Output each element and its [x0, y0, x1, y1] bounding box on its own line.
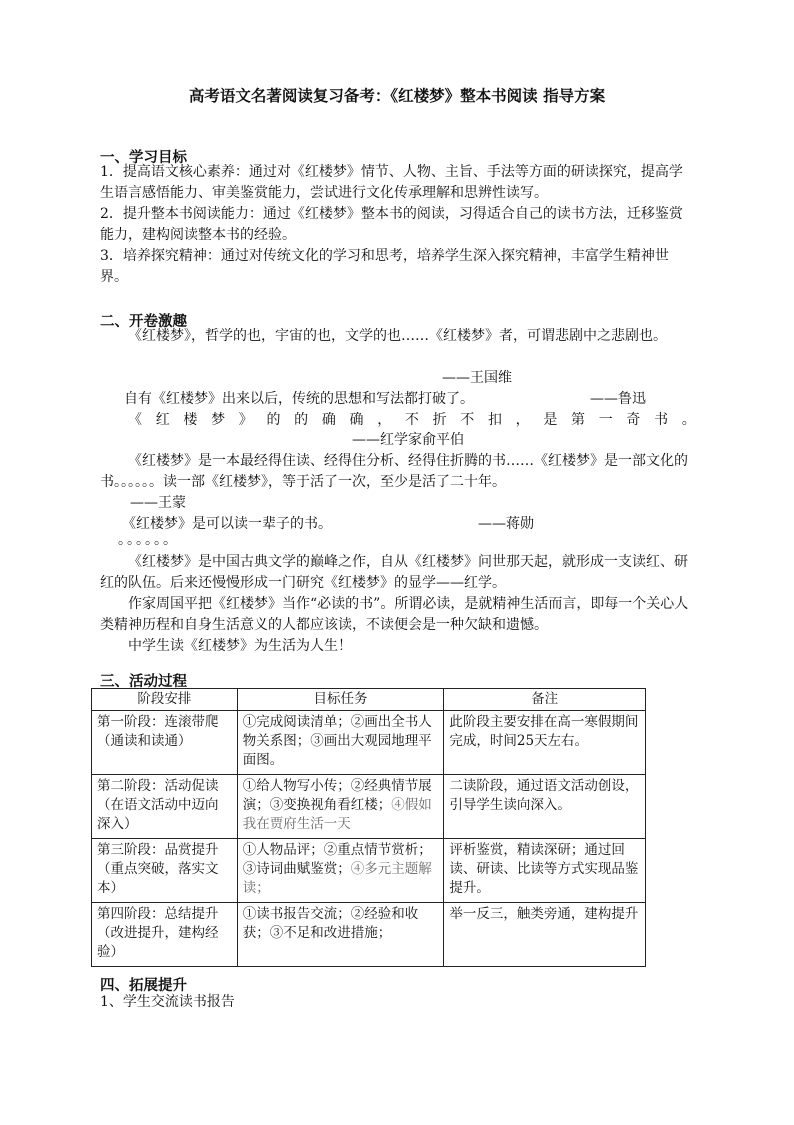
quote-char: 楼 — [183, 412, 198, 428]
ellipsis-line: 。。。。。。 — [118, 532, 179, 548]
intro-paragraph-3: 中学生读《红楼梦》为生活为人生！ — [128, 638, 352, 654]
quote-char: 确 — [349, 412, 364, 428]
task-cell — [237, 775, 444, 839]
quote-char: ， — [515, 412, 530, 428]
column-header: 阶段安排 — [92, 689, 238, 711]
quote-char: 书 — [654, 412, 669, 428]
task-text: ①完成阅读清单；②画出全书人物关系图；③画出大观园地理平面图。 — [242, 714, 432, 768]
quote-author-yu-pingbo: ——红学家俞平伯 — [352, 432, 464, 448]
quote-char: 的 — [266, 412, 281, 428]
task-text-grey: ④假如我在贾府生活一天 — [242, 797, 432, 832]
activity-table — [91, 688, 646, 967]
stage-cell: 第二阶段：活动促读（在语文活动中迈向深入） — [92, 775, 238, 839]
extension-item-1: 1、学生交流读书报告 — [100, 994, 235, 1010]
note-cell: 此阶段主要安排在高一寒假期间完成，时间25天左右。 — [444, 711, 646, 775]
task-text: ①人物品评；②重点情节赏析；③诗词曲赋鉴赏； — [242, 842, 432, 877]
goal-2: 2．提升整本书阅读能力：通过《红楼梦》整本书的阅读，习得适合自己的读书方法，迁移鉴赏能力，建构阅读整本书的经验。 — [100, 206, 683, 243]
column-header: 备注 — [444, 689, 646, 711]
quote-char: 不 — [404, 412, 419, 428]
goal-3: 3．培养探究精神：通过对传统文化的学习和思考，培养学生深入探究精神，丰富学生精神世界。 — [100, 248, 669, 285]
note-cell: 评析鉴赏，精读深研；通过回读、研读、比读等方式实现品鉴提升。 — [444, 839, 646, 903]
quote-char: 折 — [432, 412, 447, 428]
quote-char: 梦 — [211, 412, 226, 428]
quote-author-lu-xun: ——鲁迅 — [590, 391, 646, 407]
quote-char: ， — [377, 412, 392, 428]
stage-cell: 第一阶段：连滚带爬（通读和读通） — [92, 711, 238, 775]
column-header: 目标任务 — [237, 689, 444, 711]
table-header-row — [92, 689, 646, 711]
quote-char: 不 — [460, 412, 475, 428]
note-cell: 二读阶段，通过语文活动创设，引导学生读向深入。 — [444, 775, 646, 839]
quote-char: 《 — [128, 412, 142, 428]
goal-1: 1．提高语文核心素养：通过对《红楼梦》情节、人物、主旨、手法等方面的研读探究，提高学生语言感悟能力、审美鉴赏能力，尝试进行文化传承理解和思辨性读写。 — [100, 164, 683, 201]
section-heading-activities: 三、活动过程 — [100, 674, 187, 690]
quote-char: 是 — [543, 412, 558, 428]
section-heading-intro: 二、开卷激趣 — [100, 314, 187, 330]
quote-author-wang-meng: ——王蒙 — [130, 495, 186, 511]
table-row — [92, 839, 646, 903]
quote-wang-meng: 《红楼梦》是一本最经得住读、经得住分析、经得住折腾的书……《红楼梦》是一部文化的书。。。。。。读一部《红楼梦》，等于活了一次，至少是活了二十年。 — [100, 453, 688, 490]
task-text: ①给人物写小传；②经典情节展演；③变换视角看红楼； — [242, 778, 432, 813]
stage-cell: 第三阶段：品赏提升（重点突破，落实文本） — [92, 839, 238, 903]
quote-char: 的 — [294, 412, 309, 428]
table-row — [92, 775, 646, 839]
quote-char: 》 — [238, 412, 253, 428]
section-heading-goals: 一、学习目标 — [100, 150, 187, 166]
task-cell — [237, 903, 444, 967]
table-row — [92, 903, 646, 967]
quote-char: 一 — [598, 412, 613, 428]
quote-char: 第 — [571, 412, 585, 428]
quote-char: 奇 — [626, 412, 641, 428]
quote-char: 扣 — [487, 412, 502, 428]
task-text-grey: ④多元主题解读； — [242, 861, 432, 896]
table-row — [92, 711, 646, 775]
quote-lu-xun: 自有《红楼梦》出来以后，传统的思想和写法都打破了。 — [124, 391, 474, 407]
quote-yu-pingbo — [128, 410, 696, 431]
quote-char: 。 — [681, 412, 696, 428]
intro-paragraph-1: 《红楼梦》是中国古典文学的巅峰之作，自从《红楼梦》问世那天起，就形成一支读红、研红的队伍。后来还慢慢形成一门研究《红楼梦》的显学——红学。 — [100, 554, 688, 591]
quote-char: 红 — [155, 412, 170, 428]
quote-jiang-xun: 《红楼梦》是可以读一辈子的书。 — [122, 516, 332, 532]
task-cell — [237, 839, 444, 903]
quote-author-wang-guowei: ——王国维 — [442, 370, 512, 386]
task-cell — [237, 711, 444, 775]
intro-paragraph-2: 作家周国平把《红楼梦》当作“必读的书”。所谓必读，是就精神生活而言，即每一个关心人类精神历程和自身生活意义的人都应该读，不读便会是一种欠缺和遗憾。 — [100, 596, 689, 633]
stage-cell: 第四阶段：总结提升（改进提升，建构经验） — [92, 903, 238, 967]
note-cell: 举一反三，触类旁通，建构提升 — [444, 903, 646, 967]
section-heading-extension: 四、拓展提升 — [100, 978, 187, 994]
document-title: 高考语文名著阅读复习备考：《红楼梦》整本书阅读 指导方案 — [188, 87, 606, 105]
quote-author-jiang-xun: ——蒋勋 — [478, 516, 534, 532]
quote-char: 确 — [321, 412, 336, 428]
quote-wang-guowei: 《红楼梦》，哲学的也，宇宙的也，文学的也……《红楼梦》者，可谓悲剧中之悲剧也。 — [128, 328, 667, 344]
task-text: ①读书报告交流；②经验和收获；③不足和改进措施； — [242, 906, 419, 941]
